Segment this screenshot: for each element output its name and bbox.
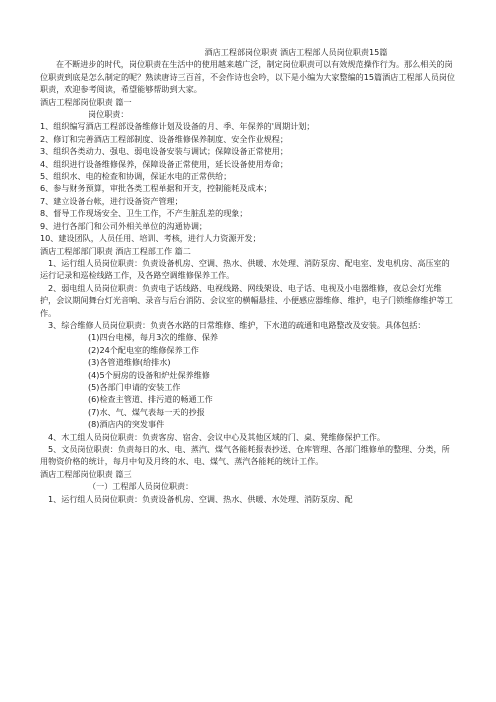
section-1-title: 酒店工程部岗位职责 篇一 — [40, 96, 132, 107]
section-2-sub-item: (8)酒店内的突发事件 — [88, 419, 165, 430]
section-2-sub-item: (3)各管道维修(给排水) — [88, 357, 171, 368]
section-1-item: 1、组织编写酒店工程部设备维修计划及设备的月、季、年保养的'周期计划； — [40, 121, 315, 132]
section-1-item: 8、督导工作现场安全、卫生工作，不产生脏乱差的现象； — [40, 208, 248, 219]
section-2-paragraph: 1、运行组人员岗位职责：负责设备机房、空调、热水、供暖、水处理、消防泵房、配电室、发电机房、高压室的运行记录和巡检线路工作，及各路空调维修保养工作。 — [40, 257, 450, 281]
section-2-sub-item: (6)检查主管道、排污道的畅通工作 — [88, 394, 213, 405]
section-3-title: 酒店工程部岗位职责 篇三 — [40, 468, 132, 479]
section-3-paragraph: 1、运行组人员岗位职责：负责设备机房、空调、热水、供暖、水处理、消防泵房、配 — [48, 493, 353, 504]
section-2-sub-item: (1)四台电梯，每月3次的维修、保养 — [88, 332, 218, 343]
section-1-item: 9、进行各部门和公司外相关单位的沟通协调； — [40, 220, 208, 231]
section-1-item: 6、参与财务预算，审批各类工程单据和开支，控制能耗及成本； — [40, 183, 272, 194]
section-1-item: 2、修订和完善酒店工程部制度、设备维修保养制度、安全作业规程； — [40, 133, 288, 144]
section-2-paragraph: 3、综合维修人员岗位职责：负责各水路的日常维修、维护，下水道的疏通和电路整改及安装。具体包括： — [48, 319, 426, 330]
section-2-title: 酒店工程部部门职责 酒店工程部工作 篇二 — [40, 245, 191, 256]
section-1-item: 10、建设团队，人员任用、培训、考核，进行人力资源开发； — [40, 233, 261, 244]
section-2-sub-item: (5)各部门申请的安装工作 — [88, 381, 181, 392]
section-1-item: 3、组织各类动力、强电、弱电设备安装与调试；保障设备正常使用； — [40, 146, 288, 157]
section-2-paragraph: 4、木工组人员岗位职责：负责客房、宿舍、会议中心及其他区域的门、桌、凳维修保护工作。 — [48, 431, 385, 442]
section-2-sub-item: (2)24个配电室的维修保养工作 — [88, 344, 199, 355]
section-2-sub-item: (7)水、气、煤气表每一天的抄报 — [88, 406, 205, 417]
section-2-sub-item: (4)5个厨房的设备和炉灶保养维修 — [88, 369, 210, 380]
section-2-paragraph: 2、弱电组人员岗位职责：负责电子话线路、电视线路、网线架设、电子话、电视及小电器维修，夜总会灯光维护，会议期间舞台灯光音响、录音与后台消防、会议室的横幅悬挂、小便感应器维修、维护，电子门锁维修维护等工作。 — [40, 282, 453, 318]
section-1-item: 4、组织进行设备维修保养，保障设备正常使用，延长设备使用寿命； — [40, 158, 288, 169]
section-2-paragraph: 5、文员岗位职责：负责每日的水、电、蒸汽、煤气各能耗报表抄送、仓库管理、各部门维修单的整理、分类，所用物资价格的统计，每月中旬及月终的水、电、煤气、蒸汽各能耗的统计工作。 — [40, 444, 450, 467]
document-title: 酒店工程部岗位职责 酒店工程部人员岗位职责15篇 — [204, 47, 388, 57]
section-1-label: 岗位职责： — [88, 109, 129, 120]
intro-paragraph: 在不断进步的时代，岗位职责在生活中的使用越来越广泛，制定岗位职责可以有效规范操作行为。那么相关的岗位职责到底是怎么制定的呢？熟读唐诗三百首，不会作诗也会吟，以下是小编为大家整编的15篇酒店工程部人员岗位职责，欢迎参考阅读，希望能够帮助到大家。 — [40, 59, 455, 95]
section-1-item: 7、建立设备台帐，进行设备资产管理； — [40, 195, 183, 206]
section-1-item: 5、组织水、电的检查和协调，保证水电的正常供给； — [40, 171, 232, 182]
section-3-subtitle: （一）工程部人员岗位职责： — [88, 481, 194, 492]
